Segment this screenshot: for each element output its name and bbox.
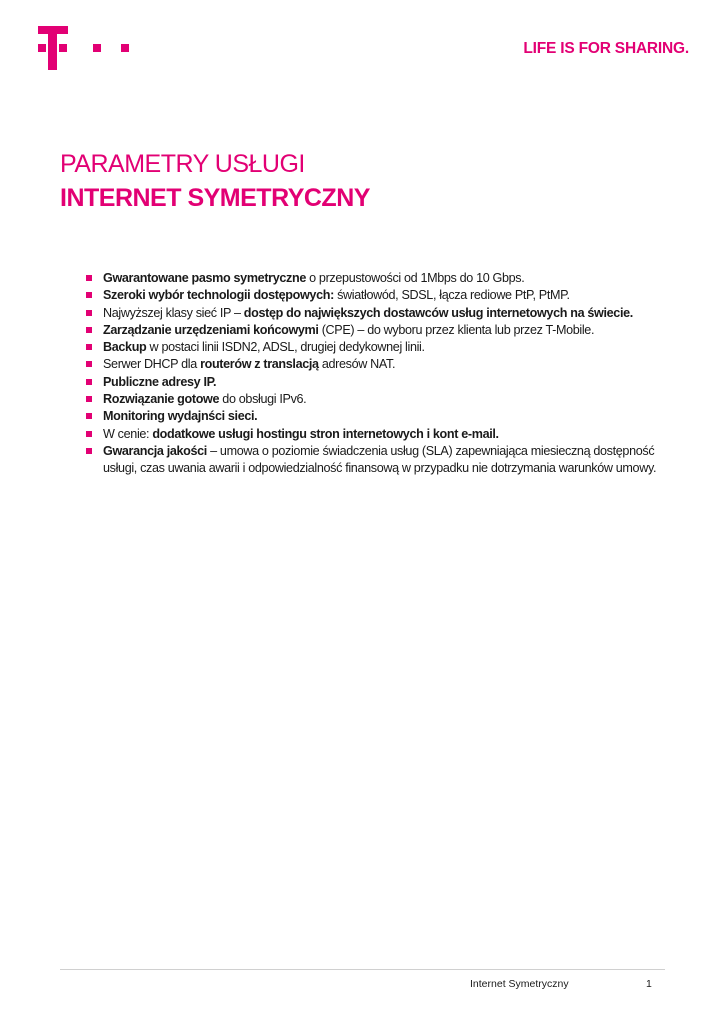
- telekom-logo: [38, 26, 130, 70]
- item-bold: Rozwiązanie gotowe: [103, 392, 220, 407]
- item-bold: dodatkowe usługi hostingu stron internetowych i kont e-mail.: [152, 426, 499, 441]
- item-bold: Backup: [103, 340, 147, 355]
- item-bold: Gwarancja jakości: [103, 443, 207, 458]
- item-bold: Monitoring wydajnści sieci.: [103, 409, 258, 424]
- slogan: LIFE IS FOR SHARING.: [523, 40, 689, 57]
- list-item: [86, 408, 686, 425]
- bullet-icon: [86, 344, 92, 350]
- item-bold: Publiczne adresy IP.: [103, 374, 217, 389]
- item-text: adresów NAT.: [318, 357, 396, 372]
- list-item: [86, 391, 686, 408]
- item-text: W cenie:: [103, 426, 153, 441]
- item-text: w postaci linii ISDN2, ADSL, drugiej dedykownej linii.: [146, 340, 425, 355]
- bullet-icon: [86, 379, 92, 385]
- logo-dot: [93, 44, 101, 52]
- page-title-line1: PARAMETRY USŁUGI: [60, 150, 305, 178]
- bullet-icon: [86, 431, 92, 437]
- bullet-icon: [86, 361, 92, 367]
- list-item: [86, 374, 686, 391]
- list-item: [86, 426, 686, 443]
- item-text: o przepustowości od 1Mbps do 10 Gbps.: [305, 271, 525, 285]
- list-item: [86, 287, 686, 304]
- footer-divider: [60, 969, 665, 970]
- item-text: (CPE) – do wyboru przez klienta lub przez T-Mobile.: [318, 322, 595, 337]
- list-item: [86, 322, 686, 339]
- feature-list: [86, 270, 686, 478]
- logo-dot: [59, 44, 67, 52]
- logo-dot: [121, 44, 129, 52]
- logo-t-stem: [48, 26, 57, 70]
- item-text: Serwer DHCP dla: [103, 357, 201, 372]
- bullet-icon: [86, 310, 92, 316]
- item-bold: Gwarantowane pasmo symetryczne: [103, 271, 306, 285]
- item-text: światłowód, SDSL, łącza rediowe PtP, PtMP.: [333, 288, 570, 303]
- page-title-line2: INTERNET SYMETRYCZNY: [60, 184, 370, 212]
- bullet-icon: [86, 275, 92, 281]
- footer-doc-title: Internet Symetryczny: [470, 978, 569, 990]
- item-bold: Szeroki wybór technologii dostępowych:: [103, 288, 334, 303]
- bullet-icon: [86, 292, 92, 298]
- list-item: [86, 270, 686, 287]
- bullet-icon: [86, 327, 92, 333]
- logo-dot: [38, 44, 46, 52]
- list-item: [86, 443, 686, 478]
- item-text: do obsługi IPv6.: [219, 392, 307, 407]
- item-text: Najwyższej klasy sieć IP –: [103, 305, 244, 320]
- item-bold: dostęp do największych dostawców usług internetowych na świecie.: [243, 305, 633, 320]
- item-bold: Zarządzanie urzędzeniami końcowymi: [103, 322, 319, 337]
- bullet-icon: [86, 396, 92, 402]
- bullet-icon: [86, 448, 92, 454]
- list-item: [86, 305, 686, 322]
- item-text: – umowa o poziomie świadczenia usług (SLA) zapewniająca miesieczną dostępność usługi, czas uwania awarii i odpowiedzialność finansową w przypadku nie dotrzymania warunków umowy.: [103, 443, 657, 476]
- bullet-icon: [86, 413, 92, 419]
- page-number: 1: [646, 978, 652, 990]
- item-bold: routerów z translacją: [200, 357, 319, 372]
- list-item: [86, 339, 686, 356]
- list-item: [86, 356, 686, 373]
